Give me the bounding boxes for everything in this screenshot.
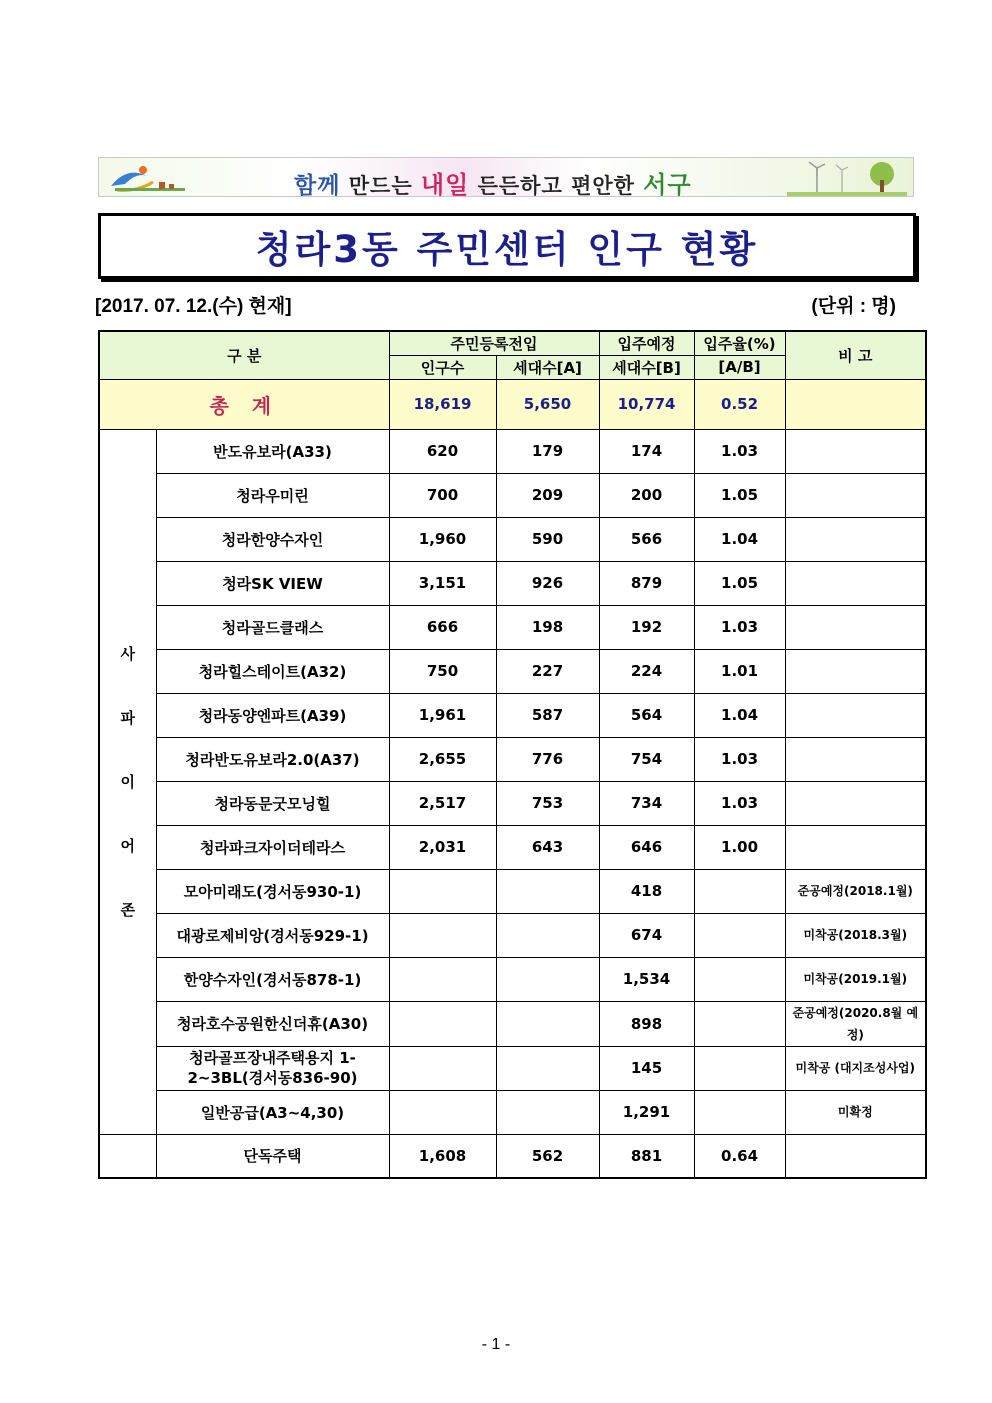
row-rate: 1.00 (694, 825, 785, 869)
row-households-a: 179 (496, 429, 599, 473)
row-population: 750 (389, 649, 496, 693)
row-households-b: 898 (599, 1001, 694, 1046)
row-rate: 1.05 (694, 561, 785, 605)
row-population: 2,655 (389, 737, 496, 781)
row-households-a: 776 (496, 737, 599, 781)
table-row (99, 1046, 926, 1090)
row-remarks: 미착공(2018.3월) (785, 913, 926, 957)
row-rate: 1.05 (694, 473, 785, 517)
table-row (99, 605, 926, 649)
table-row (99, 429, 926, 473)
row-remarks (785, 693, 926, 737)
row-households-b: 734 (599, 781, 694, 825)
row-remarks (785, 429, 926, 473)
row-name: 반도유보라(A33) (156, 429, 389, 473)
total-population: 18,619 (389, 379, 496, 429)
total-rate: 0.52 (694, 379, 785, 429)
row-households-a (496, 1046, 599, 1090)
row-remarks (785, 605, 926, 649)
row-remarks (785, 825, 926, 869)
row-households-a: 198 (496, 605, 599, 649)
row-households-b: 564 (599, 693, 694, 737)
side-label-char: 이 (120, 773, 135, 791)
side-label-sapaieojon (99, 429, 156, 1134)
table-row (99, 913, 926, 957)
row-households-a (496, 957, 599, 1001)
row-population: 2,517 (389, 781, 496, 825)
row-households-b: 224 (599, 649, 694, 693)
row-name: 청라동문굿모닝힐 (156, 781, 389, 825)
side-label-char: 어 (120, 837, 135, 855)
table-row (99, 1090, 926, 1134)
row-remarks: 미확정 (785, 1090, 926, 1134)
table-row (99, 869, 926, 913)
row-population: 1,961 (389, 693, 496, 737)
header-row-1 (99, 331, 926, 355)
row-households-a: 753 (496, 781, 599, 825)
row-name: 일반공급(A3~4,30) (156, 1090, 389, 1134)
row-name: 청라호수공원한신더휴(A30) (156, 1001, 389, 1046)
row-households-b: 566 (599, 517, 694, 561)
row-name: 청라골프장내주택용지 1-2~3BL(경서동836-90) (156, 1046, 389, 1090)
header-households-b: 세대수[B] (599, 355, 694, 379)
windmill-scene-icon (787, 160, 907, 196)
table-row (99, 517, 926, 561)
row-households-b: 881 (599, 1134, 694, 1178)
table-row (99, 561, 926, 605)
row-households-b: 418 (599, 869, 694, 913)
report-date: [2017. 07. 12.(수) 현재] (95, 296, 292, 317)
header-category: 구 분 (99, 331, 389, 379)
row-remarks (785, 473, 926, 517)
row-remarks: 미착공(2019.1월) (785, 957, 926, 1001)
row-remarks (785, 737, 926, 781)
row-population: 666 (389, 605, 496, 649)
table-row (99, 1001, 926, 1046)
row-population (389, 1001, 496, 1046)
total-label: 총 계 (99, 379, 389, 429)
row-rate (694, 913, 785, 957)
row-households-b: 174 (599, 429, 694, 473)
row-population: 700 (389, 473, 496, 517)
row-population (389, 1046, 496, 1090)
slogan-part-2: 만드는 (340, 174, 421, 197)
row-name: 한양수자인(경서동878-1) (156, 957, 389, 1001)
title-box (98, 213, 916, 279)
row-remarks: 미착공 (대지조성사업) (785, 1046, 926, 1090)
population-table (98, 330, 927, 1179)
row-remarks: 준공예정(2018.1월) (785, 869, 926, 913)
row-population: 620 (389, 429, 496, 473)
row-households-b: 674 (599, 913, 694, 957)
row-households-b: 192 (599, 605, 694, 649)
header-households-a: 세대수[A] (496, 355, 599, 379)
table-row (99, 957, 926, 1001)
row-name: 모아미래도(경서동930-1) (156, 869, 389, 913)
slogan-text (294, 165, 692, 197)
row-households-a: 590 (496, 517, 599, 561)
row-population: 2,031 (389, 825, 496, 869)
row-population: 3,151 (389, 561, 496, 605)
row-name: 대광로제비앙(경서동929-1) (156, 913, 389, 957)
row-population (389, 913, 496, 957)
row-households-a: 587 (496, 693, 599, 737)
row-rate: 0.64 (694, 1134, 785, 1178)
page-number: - 1 - (481, 1336, 511, 1353)
slogan-part-3: 내일 (420, 171, 470, 197)
table-row (99, 693, 926, 737)
table-row (99, 781, 926, 825)
row-name: 청라골드클래스 (156, 605, 389, 649)
total-row (99, 379, 926, 429)
row-households-a: 209 (496, 473, 599, 517)
row-rate: 1.03 (694, 781, 785, 825)
side-label-char: 사 (120, 645, 135, 663)
total-households-a: 5,650 (496, 379, 599, 429)
side-label-char: 파 (120, 709, 135, 727)
row-remarks (785, 649, 926, 693)
row-population: 1,608 (389, 1134, 496, 1178)
row-name: 청라동양엔파트(A39) (156, 693, 389, 737)
row-households-a: 562 (496, 1134, 599, 1178)
header-rate: 입주율(%) (694, 331, 785, 355)
row-name: 청라파크자이더테라스 (156, 825, 389, 869)
row-households-b: 1,534 (599, 957, 694, 1001)
row-population (389, 957, 496, 1001)
row-rate (694, 1046, 785, 1090)
table-row (99, 825, 926, 869)
row-remarks (785, 1134, 926, 1178)
row-households-a (496, 869, 599, 913)
slogan-part-5: 서구 (643, 171, 692, 197)
row-rate: 1.03 (694, 605, 785, 649)
row-households-a (496, 913, 599, 957)
row-households-b: 754 (599, 737, 694, 781)
row-rate: 1.03 (694, 429, 785, 473)
row-households-b: 1,291 (599, 1090, 694, 1134)
side-label-char: 존 (120, 901, 135, 919)
row-name: 단독주택 (156, 1134, 389, 1178)
unit-label: (단위 : 명) (811, 296, 896, 317)
slogan-banner (98, 157, 914, 197)
header-remarks: 비 고 (785, 331, 926, 379)
slogan-part-1: 함께 (294, 173, 341, 197)
header-registration: 주민등록전입 (389, 331, 599, 355)
row-households-b: 200 (599, 473, 694, 517)
seo-gu-logo-icon (107, 162, 197, 194)
row-rate (694, 957, 785, 1001)
row-name: 청라한양수자인 (156, 517, 389, 561)
slogan-part-4: 든든하고 편안한 (469, 174, 644, 197)
row-name: 청라반도유보라2.0(A37) (156, 737, 389, 781)
row-population (389, 1090, 496, 1134)
row-households-b: 145 (599, 1046, 694, 1090)
row-households-b: 879 (599, 561, 694, 605)
header-planned: 입주예정 (599, 331, 694, 355)
row-name: 청라우미린 (156, 473, 389, 517)
row-population: 1,960 (389, 517, 496, 561)
row-rate (694, 1001, 785, 1046)
table-row (99, 737, 926, 781)
row-households-a (496, 1001, 599, 1046)
page-title: 청라3동 주민센터 인구 현황 (255, 228, 759, 271)
row-rate: 1.04 (694, 517, 785, 561)
row-rate (694, 1090, 785, 1134)
row-remarks (785, 517, 926, 561)
row-population (389, 869, 496, 913)
header-rate-formula: [A/B] (694, 355, 785, 379)
row-households-b: 646 (599, 825, 694, 869)
table-row (99, 473, 926, 517)
row-remarks (785, 561, 926, 605)
row-households-a: 643 (496, 825, 599, 869)
row-households-a: 926 (496, 561, 599, 605)
row-remarks (785, 781, 926, 825)
row-rate (694, 869, 785, 913)
total-remarks (785, 379, 926, 429)
table-row (99, 649, 926, 693)
row-rate: 1.01 (694, 649, 785, 693)
table-row-detached-house (99, 1134, 926, 1178)
header-population: 인구수 (389, 355, 496, 379)
row-name: 청라힐스테이트(A32) (156, 649, 389, 693)
row-name: 청라SK VIEW (156, 561, 389, 605)
blank-side-cell (99, 1134, 156, 1178)
row-rate: 1.04 (694, 693, 785, 737)
total-households-b: 10,774 (599, 379, 694, 429)
row-remarks: 준공예정(2020.8월 예정) (785, 1001, 926, 1046)
row-rate: 1.03 (694, 737, 785, 781)
row-households-a (496, 1090, 599, 1134)
row-households-a: 227 (496, 649, 599, 693)
